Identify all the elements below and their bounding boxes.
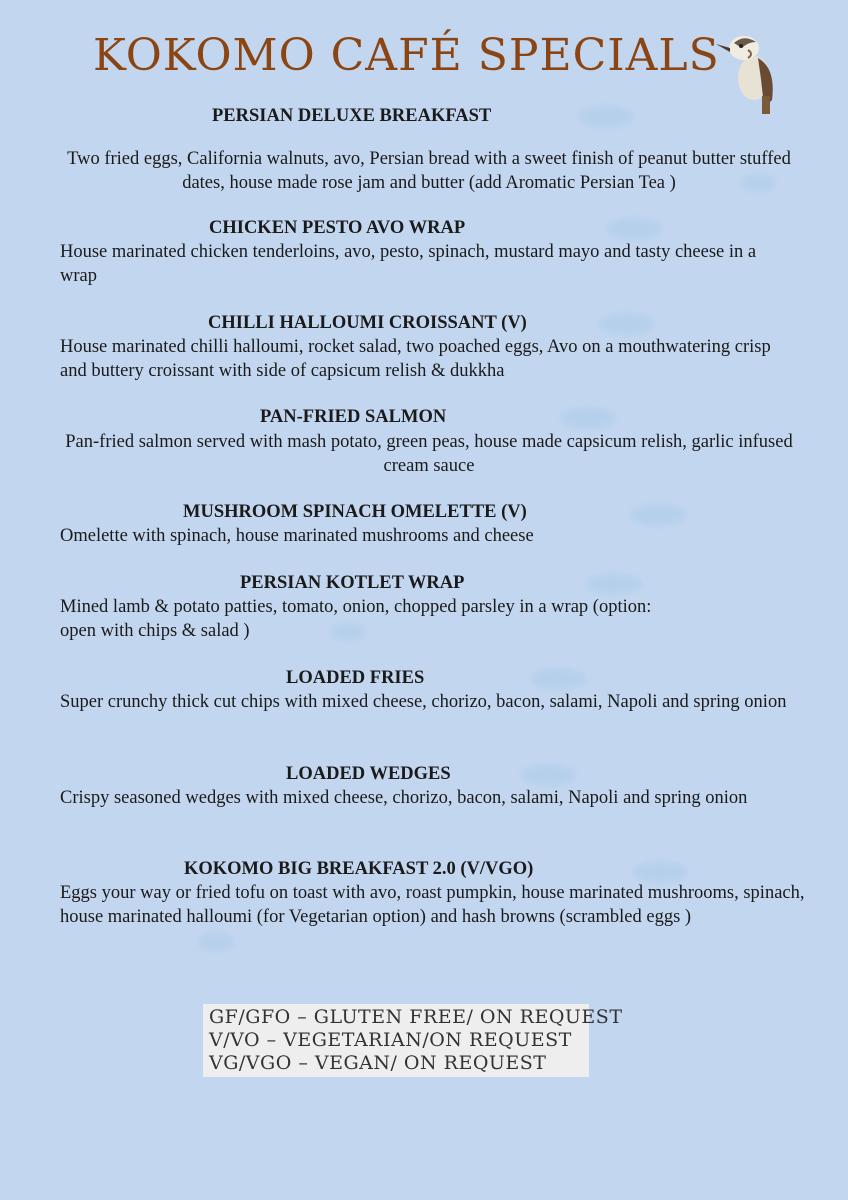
legend-vegan: VG/VGO – VEGAN/ ON REQUEST: [209, 1052, 547, 1074]
legend-gluten-free: GF/GFO – GLUTEN FREE/ ON REQUEST: [209, 1006, 623, 1028]
item-name: PAN-FRIED SALMON: [260, 407, 447, 427]
item-description: Pan-fried salmon served with mash potato, green peas, house made capsicum relish, garlic infused cream sauce: [65, 432, 793, 476]
item-description: Omelette with spinach, house marinated mushrooms and cheese: [60, 526, 534, 546]
item-name: PERSIAN DELUXE BREAKFAST: [212, 106, 492, 126]
item-description: House marinated chilli halloumi, rocket salad, two poached eggs, Avo on a mouthwatering crisp and buttery croissant with side of capsicum relish & dukkha: [60, 337, 771, 381]
item-name: CHILLI HALLOUMI CROISSANT (V): [208, 313, 527, 333]
item-description: House marinated chicken tenderloins, avo, pesto, spinach, mustard mayo and tasty cheese in a wrap: [60, 242, 757, 286]
kookaburra-icon: [714, 28, 784, 114]
item-description: Super crunchy thick cut chips with mixed cheese, chorizo, bacon, salami, Napoli and spring onion: [60, 692, 787, 712]
item-name: KOKOMO BIG BREAKFAST 2.0 (V/VGO): [184, 859, 534, 879]
dietary-legend: [203, 1004, 623, 1077]
item-name: CHICKEN PESTO AVO WRAP: [209, 218, 466, 238]
item-name: PERSIAN KOTLET WRAP: [240, 573, 465, 593]
menu-title: KOKOMO CAFÉ SPECIALS: [93, 30, 720, 81]
item-name: LOADED WEDGES: [286, 764, 451, 784]
item-name: LOADED FRIES: [286, 668, 425, 688]
item-description: Two fried eggs, California walnuts, avo, Persian bread with a sweet finish of peanut butter stuffed dates, house made rose jam and butter (add Aromatic Persian Tea ): [67, 149, 791, 193]
legend-vegetarian: V/VO – VEGETARIAN/ON REQUEST: [209, 1029, 572, 1051]
item-description: Crispy seasoned wedges with mixed cheese, chorizo, bacon, salami, Napoli and spring onion: [60, 788, 748, 808]
item-name: MUSHROOM SPINACH OMELETTE (V): [183, 502, 527, 522]
item-description: Mined lamb & potato patties, tomato, onion, chopped parsley in a wrap (option: open with chips & salad ): [60, 597, 652, 641]
item-description: Eggs your way or fried tofu on toast with avo, roast pumpkin, house marinated mushrooms, spinach, house marinated halloumi (for Vegetarian option) and hash browns (scrambled eggs ): [60, 883, 805, 927]
